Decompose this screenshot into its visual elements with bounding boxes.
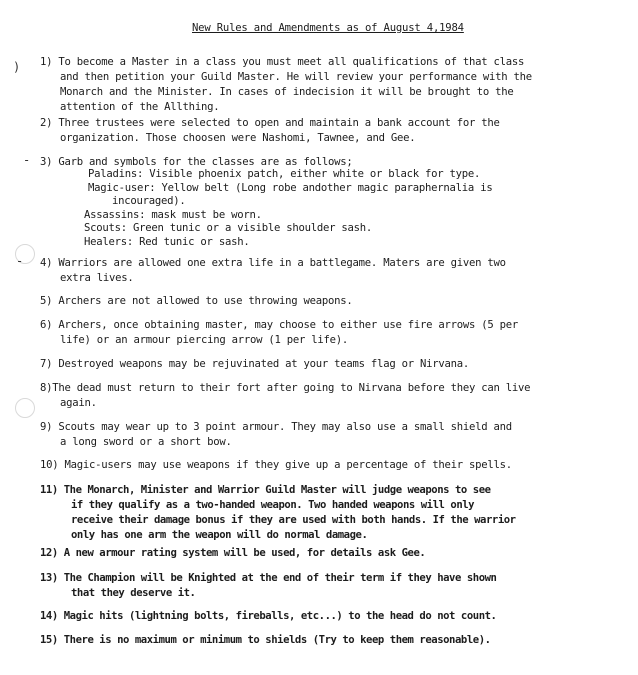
margin-mark: - (23, 153, 31, 167)
rule-text: Archers, once obtaining master, may choose to either use fire arrows (5 per (58, 319, 519, 331)
rule-12 (40, 546, 425, 561)
rule-text: The Champion will be Knighted at the end of their term if they have shown (63, 572, 497, 584)
rule-number: 7) (40, 358, 53, 370)
rule-text: receive their damage bonus if they are used with both hands. If the warrior (71, 514, 516, 526)
punch-hole (15, 398, 35, 418)
rule-text: organization. Those choosen were Nashomi, Tawnee, and Gee. (60, 132, 416, 144)
rule-text: attention of the Allthing. (60, 101, 220, 113)
rule-14 (40, 609, 496, 624)
garb-paladins: Paladins: Visible phoenix patch, either white or black for type. (88, 168, 481, 180)
rule-7 (40, 357, 469, 372)
rule-number: 11) (40, 484, 58, 496)
rule-11 (40, 483, 516, 543)
rule-text: and then petition your Guild Master. He will review your performance with the (60, 71, 532, 83)
rule-number: 1) (40, 56, 53, 68)
rule-text: Monarch and the Minister. In cases of indecision it will be brought to the (60, 86, 514, 98)
rule-text: Warriors are allowed one extra life in a battlegame. Maters are given two (58, 257, 506, 269)
rule-13 (40, 571, 496, 601)
rule-number: 6) (40, 319, 53, 331)
rule-number: 12) (40, 547, 58, 559)
rule-6 (40, 318, 518, 348)
rule-text: Magic-users may use weapons if they give up a percentage of their spells. (64, 459, 512, 471)
rule-text: The dead must return to their fort after going to Nirvana before they can live (52, 382, 531, 394)
rule-number: 3) (40, 156, 53, 168)
rule-text: Magic hits (lightning bolts, fireballs, etc...) to the head do not count. (63, 610, 497, 622)
garb-magic-user: Magic-user: Yellow belt (Long robe andother magic paraphernalia is (88, 181, 493, 194)
rule-text: a long sword or a short bow. (60, 436, 232, 448)
garb-assassins: Assassins: mask must be worn. (84, 208, 262, 221)
rule-1 (40, 55, 532, 115)
rule-text: that they deserve it. (71, 587, 196, 599)
garb-list (84, 168, 493, 249)
rule-text: only has one arm the weapon will do normal damage. (71, 529, 368, 541)
garb-magic-user-cont: incouraged). (112, 195, 186, 207)
rule-text: extra lives. (60, 272, 134, 284)
rule-number: 4) (40, 257, 53, 269)
rule-4 (40, 256, 506, 286)
rule-2 (40, 116, 500, 146)
rule-text: again. (60, 397, 97, 409)
rule-5 (40, 294, 353, 309)
rule-number: 13) (40, 572, 58, 584)
rule-number: 9) (40, 421, 53, 433)
garb-scouts: Scouts: Green tunic or a visible shoulder sash. (84, 222, 373, 234)
rule-text: Three trustees were selected to open and maintain a bank account for the (58, 117, 500, 129)
rule-10 (40, 458, 512, 473)
rule-text: life) or an armour piercing arrow (1 per life). (60, 334, 349, 346)
document-title: New Rules and Amendments as of August 4,1984 (192, 22, 464, 34)
garb-healers: Healers: Red tunic or sash. (84, 235, 250, 248)
rule-text: Garb and symbols for the classes are as follows; (58, 156, 353, 168)
margin-mark: ) (13, 60, 21, 74)
rule-number: 5) (40, 295, 53, 307)
rule-number: 2) (40, 117, 53, 129)
rule-text: The Monarch, Minister and Warrior Guild Master will judge weapons to see (63, 484, 491, 496)
rule-number: 14) (40, 610, 58, 622)
rule-text: Scouts may wear up to 3 point armour. They may also use a small shield and (58, 421, 512, 433)
rule-text: Archers are not allowed to use throwing weapons. (58, 295, 353, 307)
rule-text: Destroyed weapons may be rejuvinated at your teams flag or Nirvana. (58, 358, 469, 370)
rule-number: 10) (40, 459, 59, 471)
rule-number: 8) (40, 382, 53, 394)
rule-text: There is no maximum or minimum to shields (Try to keep them reasonable). (63, 634, 491, 646)
rule-text: To become a Master in a class you must meet all qualifications of that class (58, 56, 525, 68)
rule-text: A new armour rating system will be used, for details ask Gee. (63, 547, 426, 559)
rule-number: 15) (40, 634, 58, 646)
rule-15 (40, 633, 491, 648)
rule-8 (40, 381, 530, 411)
rule-text: if they qualify as a two-handed weapon. Two handed weapons will only (71, 499, 475, 511)
margin-mark: - (16, 254, 24, 268)
rule-9 (40, 420, 512, 450)
